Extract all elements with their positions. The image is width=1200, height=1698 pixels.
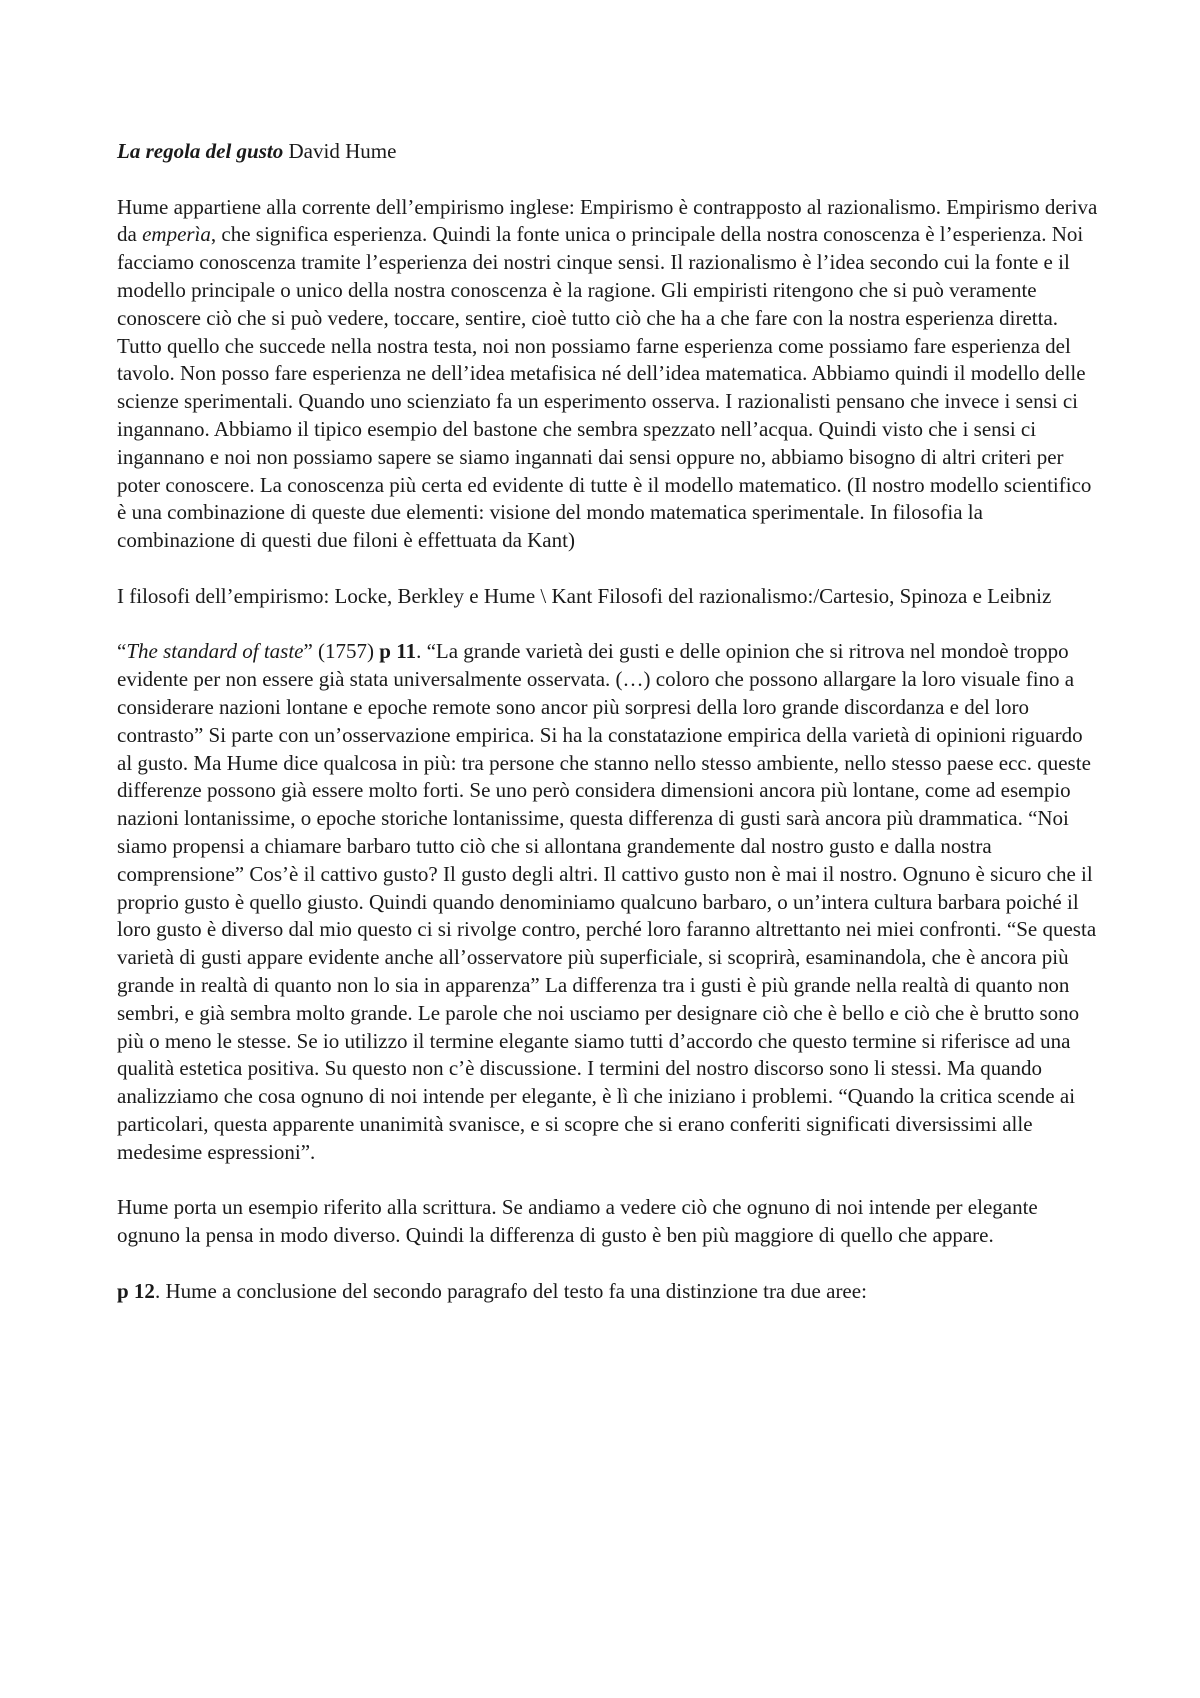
spacer xyxy=(117,166,1102,194)
paragraph-3-open-quote: “ xyxy=(117,639,127,664)
paragraph-filosofi: I filosofi dell’empirismo: Locke, Berkley e Hume \ Kant Filosofi del razionalismo:/Cartesio, Spinoza e Leibniz xyxy=(117,583,1052,608)
document-title xyxy=(117,138,1102,166)
paragraph-3-text-b: . “La grande varietà dei gusti e delle opinion che si ritrova nel mondoè troppo evidente per non essere già stata universalmente osservata. (…) coloro che possono allargare la loro visuale fino a considerare nazioni lontane e epoche remote sono ancor più sorpresi della loro grande discordanza e del loro contrasto” Si parte con un’osservazione empirica. Si ha la constatazione empirica della varietà di opinioni riguardo al gusto. Ma Hume dice qualcosa in più: tra persone che stanno nello stesso ambiente, nello stesso paese ecc. queste differenze possono già essere molto forti. Se uno però considera dimensioni ancora più lontane, come ad esempio nazioni lontanissime, o epoche storiche lontanissime, questa differenza di gusti sarà ancora più drammatica. “Noi siamo propensi a chiamare barbaro tutto ciò che si allontana grandemente dal nostro gusto e dalla nostra comprensione” Cos’è il cattivo gusto? Il gusto degli altri. Il cattivo gusto non è mai il nostro. Ognuno è sicuro che il proprio gusto è quello giusto. Quindi quando denominiamo qualcuno barbaro, o un’intera cultura barbara poiché il loro gusto è diverso dal mio questo ci si rivolge contro, perché loro faranno altrettanto nei miei confronti. “Se questa varietà di gusti appare evidente anche all’osservatore più superficiale, si scoprirà, esaminandola, che è ancora più grande in realtà di quanto non lo sia in apparenza” La differenza tra i gusti è più grande nella realtà di quanto non sembri, e già sembra molto grande. Le parole che noi usciamo per designare ciò che è bello e ciò che è brutto sono più o meno le stesse. Se io utilizzo il termine elegante siamo tutti d’accordo che questo termine si riferisce ad una qualità estetica positiva. Su questo non c’è discussione. I termini del nostro discorso sono li stessi. Ma quando analizziamo che cosa ognuno di noi intende per elegante, è lì che iniziano i problemi. “Quando la critica scende ai particolari, questa apparente unanimità svanisce, e si scopre che si erano conferiti significati diversissimi alle medesime espressioni”. xyxy=(117,639,1097,1164)
paragraph-1-text-b: , che significa esperienza. Quindi la fonte unica o principale della nostra conoscenza è l’esperienza. Noi facciamo conoscenza tramite l’esperienza dei nostri cinque sensi. Il razionalismo è l’idea secondo cui la fonte e il modello principale o unico della nostra conoscenza è la ragione. Gli empiristi ritengono che si può veramente conoscere ciò che si può vedere, toccare, sentire, cioè tutto ciò che ha a che fare con la nostra esperienza diretta. Tutto quello che succede nella nostra testa, noi non possiamo farne esperienza come possiamo fare esperienza del tavolo. Non posso fare esperienza ne dell’idea metafisica né dell’idea matematica. Abbiamo quindi il modello delle scienze sperimentali. Quando uno scienziato fa un esperimento osserva. I razionalisti pensano che invece i sensi ci ingannano. Abbiamo il tipico esempio del bastone che sembra spezzato nell’acqua. Quindi visto che i sensi ci ingannano e noi non possiamo sapere se siamo ingannati dai sensi oppure no, abbiamo bisogno di altri criteri per poter conoscere. La conoscenza più certa ed evidente di tutte è il modello matematico. (Il nostro modello scientifico è una combinazione di queste due elementi: visione del mondo matematica sperimentale. In filosofia la combinazione di questi due filoni è effettuata da Kant) xyxy=(117,222,1092,553)
paragraph-5-page-ref: p 12 xyxy=(117,1278,155,1303)
paragraph-3-page-ref: p 11 xyxy=(379,639,417,664)
title-author: David Hume xyxy=(283,139,397,163)
spacer xyxy=(117,555,1102,583)
spacer xyxy=(117,1166,1102,1194)
paragraph-5-text: . Hume a conclusione del secondo paragrafo del testo fa una distinzione tra due aree: xyxy=(154,1278,867,1303)
paragraph-3-italic: The standard of taste xyxy=(126,639,304,664)
title-italic: La regola del gusto xyxy=(117,139,284,163)
paragraph-p12 xyxy=(117,1278,1102,1306)
paragraph-scrittura: Hume porta un esempio riferito alla scrittura. Se andiamo a vedere ciò che ognuno di noi intende per elegante ognuno la pensa in modo diverso. Quindi la differenza di gusto è ben più maggiore di quello che appare. xyxy=(117,1195,1038,1248)
paragraph-1-italic: emperìa xyxy=(142,222,211,247)
spacer xyxy=(117,1250,1102,1278)
paragraph-empirismo xyxy=(117,194,1102,555)
paragraph-standard-of-taste xyxy=(117,638,1102,1166)
spacer xyxy=(117,611,1102,639)
paragraph-1-text-a: Hume appartiene alla corrente dell’empirismo inglese: Empirismo è contrapposto al razionalismo. Empirismo deriva da xyxy=(117,194,1098,247)
document-page xyxy=(117,138,1102,1305)
paragraph-3-text-a: ” (1757) xyxy=(303,639,380,664)
